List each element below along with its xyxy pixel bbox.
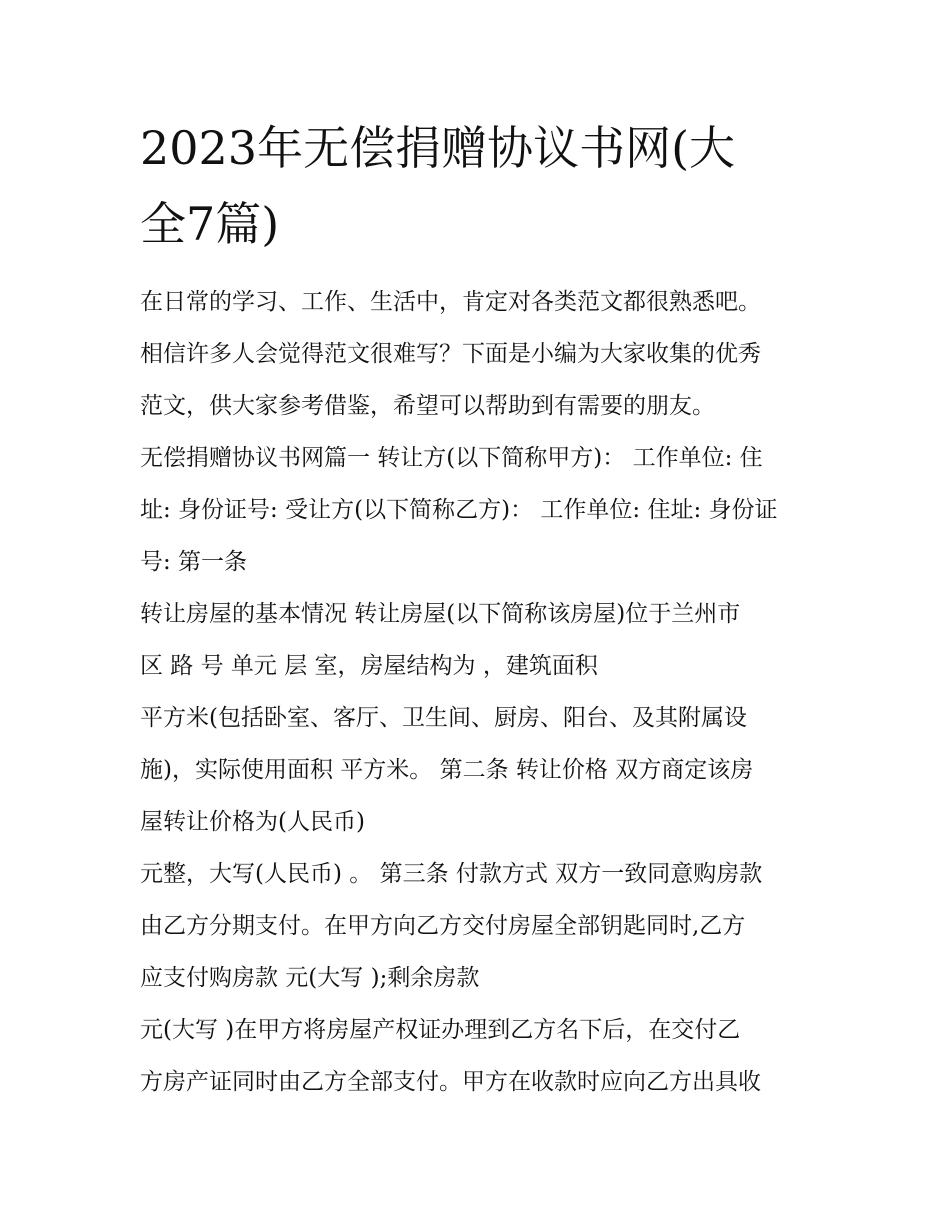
body-line: 平方米(包括卧室、客厅、卫生间、厨房、阳台、及其附属设 bbox=[140, 705, 747, 731]
body-line: 址: 身份证号: 受让方(以下简称乙方)： 工作单位: 住址: 身份证 bbox=[140, 497, 778, 523]
body-line: 方房产证同时由乙方全部支付。甲方在收款时应向乙方出具收 bbox=[140, 1069, 761, 1095]
body-line: 由乙方分期支付。在甲方向乙方交付房屋全部钥匙同时,乙方 bbox=[140, 913, 746, 939]
body-line: 元(大写 )在甲方将房屋产权证办理到乙方名下后，在交付乙 bbox=[140, 1017, 741, 1043]
title-line: 全7篇) bbox=[140, 197, 280, 251]
title-line: 2023年无偿捐赠协议书网(大 bbox=[140, 121, 736, 175]
body-line: 范文，供大家参考借鉴，希望可以帮助到有需要的朋友。 bbox=[140, 393, 715, 419]
body-line: 元整，大写(人民币) 。 第三条 付款方式 双方一致同意购房款 bbox=[140, 861, 763, 887]
body-line: 施)，实际使用面积 平方米。 第二条 转让价格 双方商定该房 bbox=[140, 757, 754, 783]
document-title bbox=[140, 110, 820, 262]
body-line: 无偿捐赠协议书网篇一 转让方(以下简称甲方)： 工作单位: 住 bbox=[140, 445, 763, 471]
body-line: 屋转让价格为(人民币) bbox=[140, 809, 365, 835]
body-line: 转让房屋的基本情况 转让房屋(以下简称该房屋)位于兰州市 bbox=[140, 601, 741, 627]
body-line: 应支付购房款 元(大写 );剩余房款 bbox=[140, 965, 480, 991]
body-line: 相信许多人会觉得范文很难写？下面是小编为大家收集的优秀 bbox=[140, 341, 761, 367]
body-line: 在日常的学习、工作、生活中，肯定对各类范文都很熟悉吧。 bbox=[140, 289, 761, 315]
body-line: 区 路 号 单元 层 室，房屋结构为 ，建筑面积 bbox=[140, 653, 598, 679]
body-line: 号: 第一条 bbox=[140, 549, 248, 575]
document-body bbox=[140, 276, 820, 1108]
